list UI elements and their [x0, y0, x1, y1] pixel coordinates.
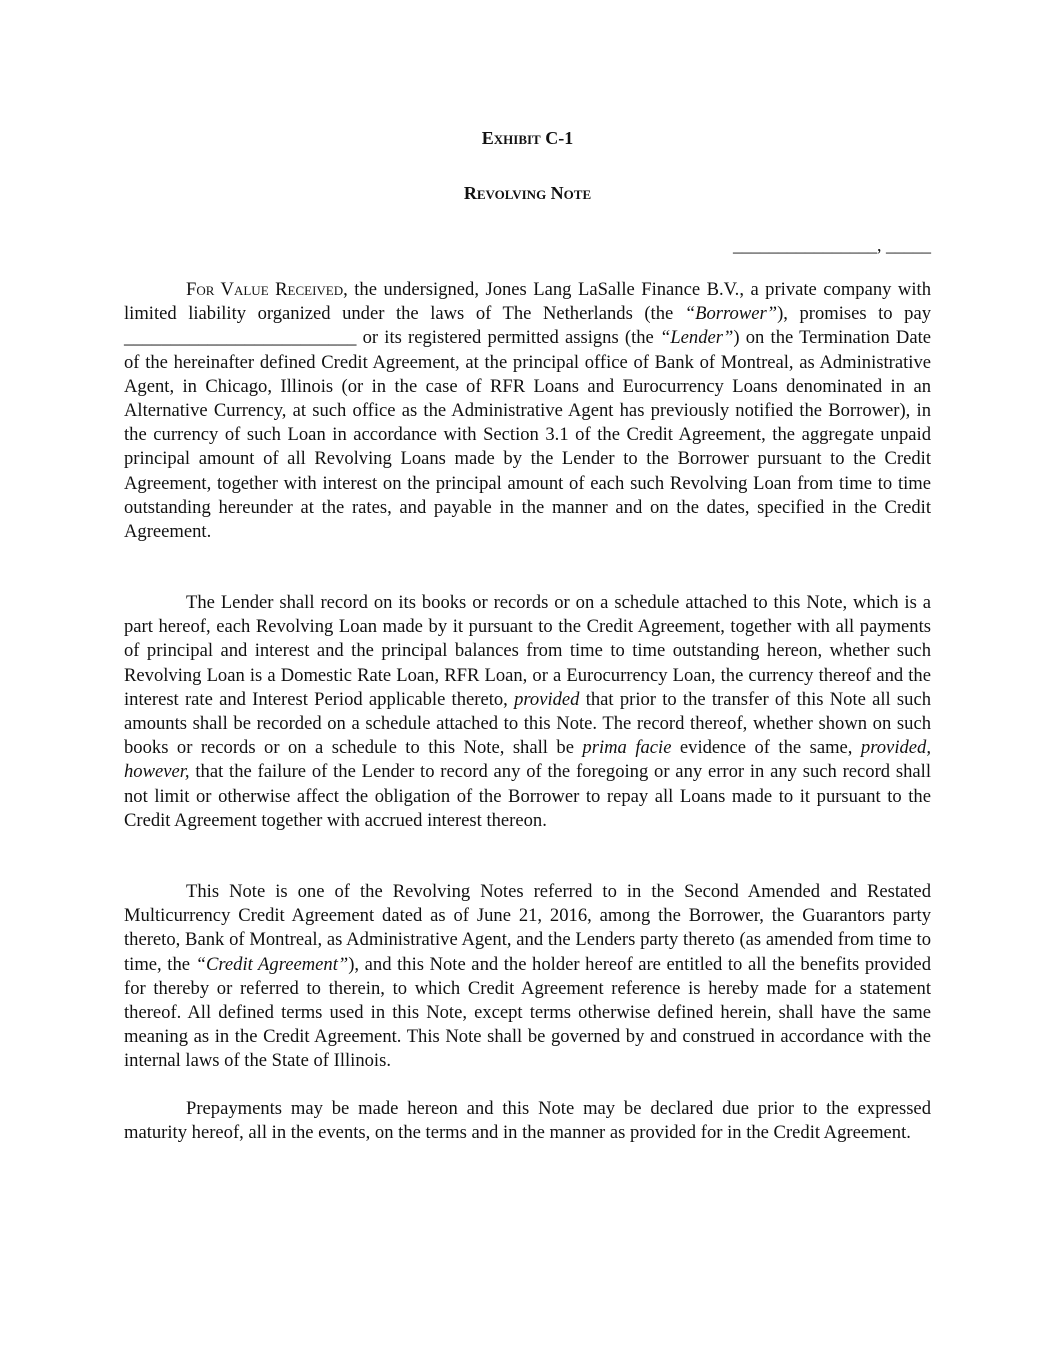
provided-however-term: provided, however, [124, 737, 931, 783]
p1-text-3: ) on the Termination Date of the hereinafter defined Credit Agreement, at the principal office of Bank of Montreal, as Administrative Agent, in Chicago, Illinois (or in the case of RFR Loans and Eurocurrency Loans denominated in an Alternative Currency, at such office as the Administrative Agent has previously notified the Borrower), in the currency of such Loan in accordance with Section 3.1 of the Credit Agreement, the aggregate unpaid principal amount of all Revolving Loans made by the Lender to the Borrower pursuant to the Credit Agreement, together with interest on the principal amount of each such Revolving Loan from time to time outstanding hereunder at the rates, and payable in the manner and on the dates, specified in the Credit Agreement. [124, 327, 931, 543]
p3-text-2: ), and this Note and the holder hereof are entitled to all the benefits provided for thereby or referred to therein, to which Credit Agreement reference is hereby made for a statement thereof. All defined terms used in this Note, except terms otherwise defined herein, shall have the same meaning as in the Credit Agreement. This Note shall be governed by and construed in accordance with the internal laws of the State of Illinois. [124, 953, 931, 1072]
paragraph-record-keeping [124, 591, 931, 833]
lender-term: “Lender” [660, 327, 734, 349]
p1-text-2: ), promises to pay _________________________ or its registered permitted assigns (the [124, 303, 931, 349]
borrower-term: “Borrower” [684, 303, 778, 325]
p1-text-1: , the undersigned, Jones Lang LaSalle Finance B.V., a private company with limited liability organized under the laws of The Netherlands (the [124, 279, 931, 325]
p2-text-1: The Lender shall record on its books or records or on a schedule attached to this Note, which is a part hereof, each Revolving Loan made by it pursuant to the Credit Agreement, together with all payments of principal and interest and the principal balances from time to time outstanding hereon, whether such Revolving Loan is a Domestic Rate Loan, RFR Loan, or a Eurocurrency Loan, the currency thereof and the interest rate and Interest Period applicable thereto, [124, 592, 931, 710]
prima-facie-term: prima facie [582, 737, 672, 759]
for-value-received-lead: For Value Received [186, 279, 344, 300]
provided-term: provided [514, 688, 580, 710]
p2-text-3: evidence of the same, [671, 737, 861, 759]
paragraph-credit-agreement [124, 880, 931, 1074]
p2-text-4: that the failure of the Lender to record any of the foregoing or any error in any such record shall not limit or otherwise affect the obligation of the Borrower to repay all Loans made to it pursuant to the Credit Agreement together with accrued interest thereon. [124, 761, 931, 831]
p4-text-1: Prepayments may be made hereon and this Note may be declared due prior to the expressed maturity hereof, all in the events, on the terms and in the manner as provided for in the Credit Agreement. [124, 1098, 931, 1144]
date-blank-line: ________________, _____ [733, 235, 931, 255]
document-title: Revolving Note [463, 183, 592, 203]
paragraph-payment-promise [124, 278, 931, 544]
credit-agreement-term: “Credit Agreement” [195, 953, 349, 975]
paragraph-prepayments [124, 1097, 931, 1145]
p2-text-2: that prior to the transfer of this Note all such amounts shall be recorded on a schedule attached to this Note. The record thereof, whether shown on such books or records or on a schedule to this Note, shall be [124, 688, 931, 759]
exhibit-heading: Exhibit C-1 [481, 128, 574, 148]
p3-text-1: This Note is one of the Revolving Notes referred to in the Second Amended and Restated Multicurrency Credit Agreement dated as of June 21, 2016, among the Borrower, the Guarantors party thereto, Bank of Montreal, as Administrative Agent, and the Lenders party thereto (as amended from time to time, the [124, 881, 931, 975]
